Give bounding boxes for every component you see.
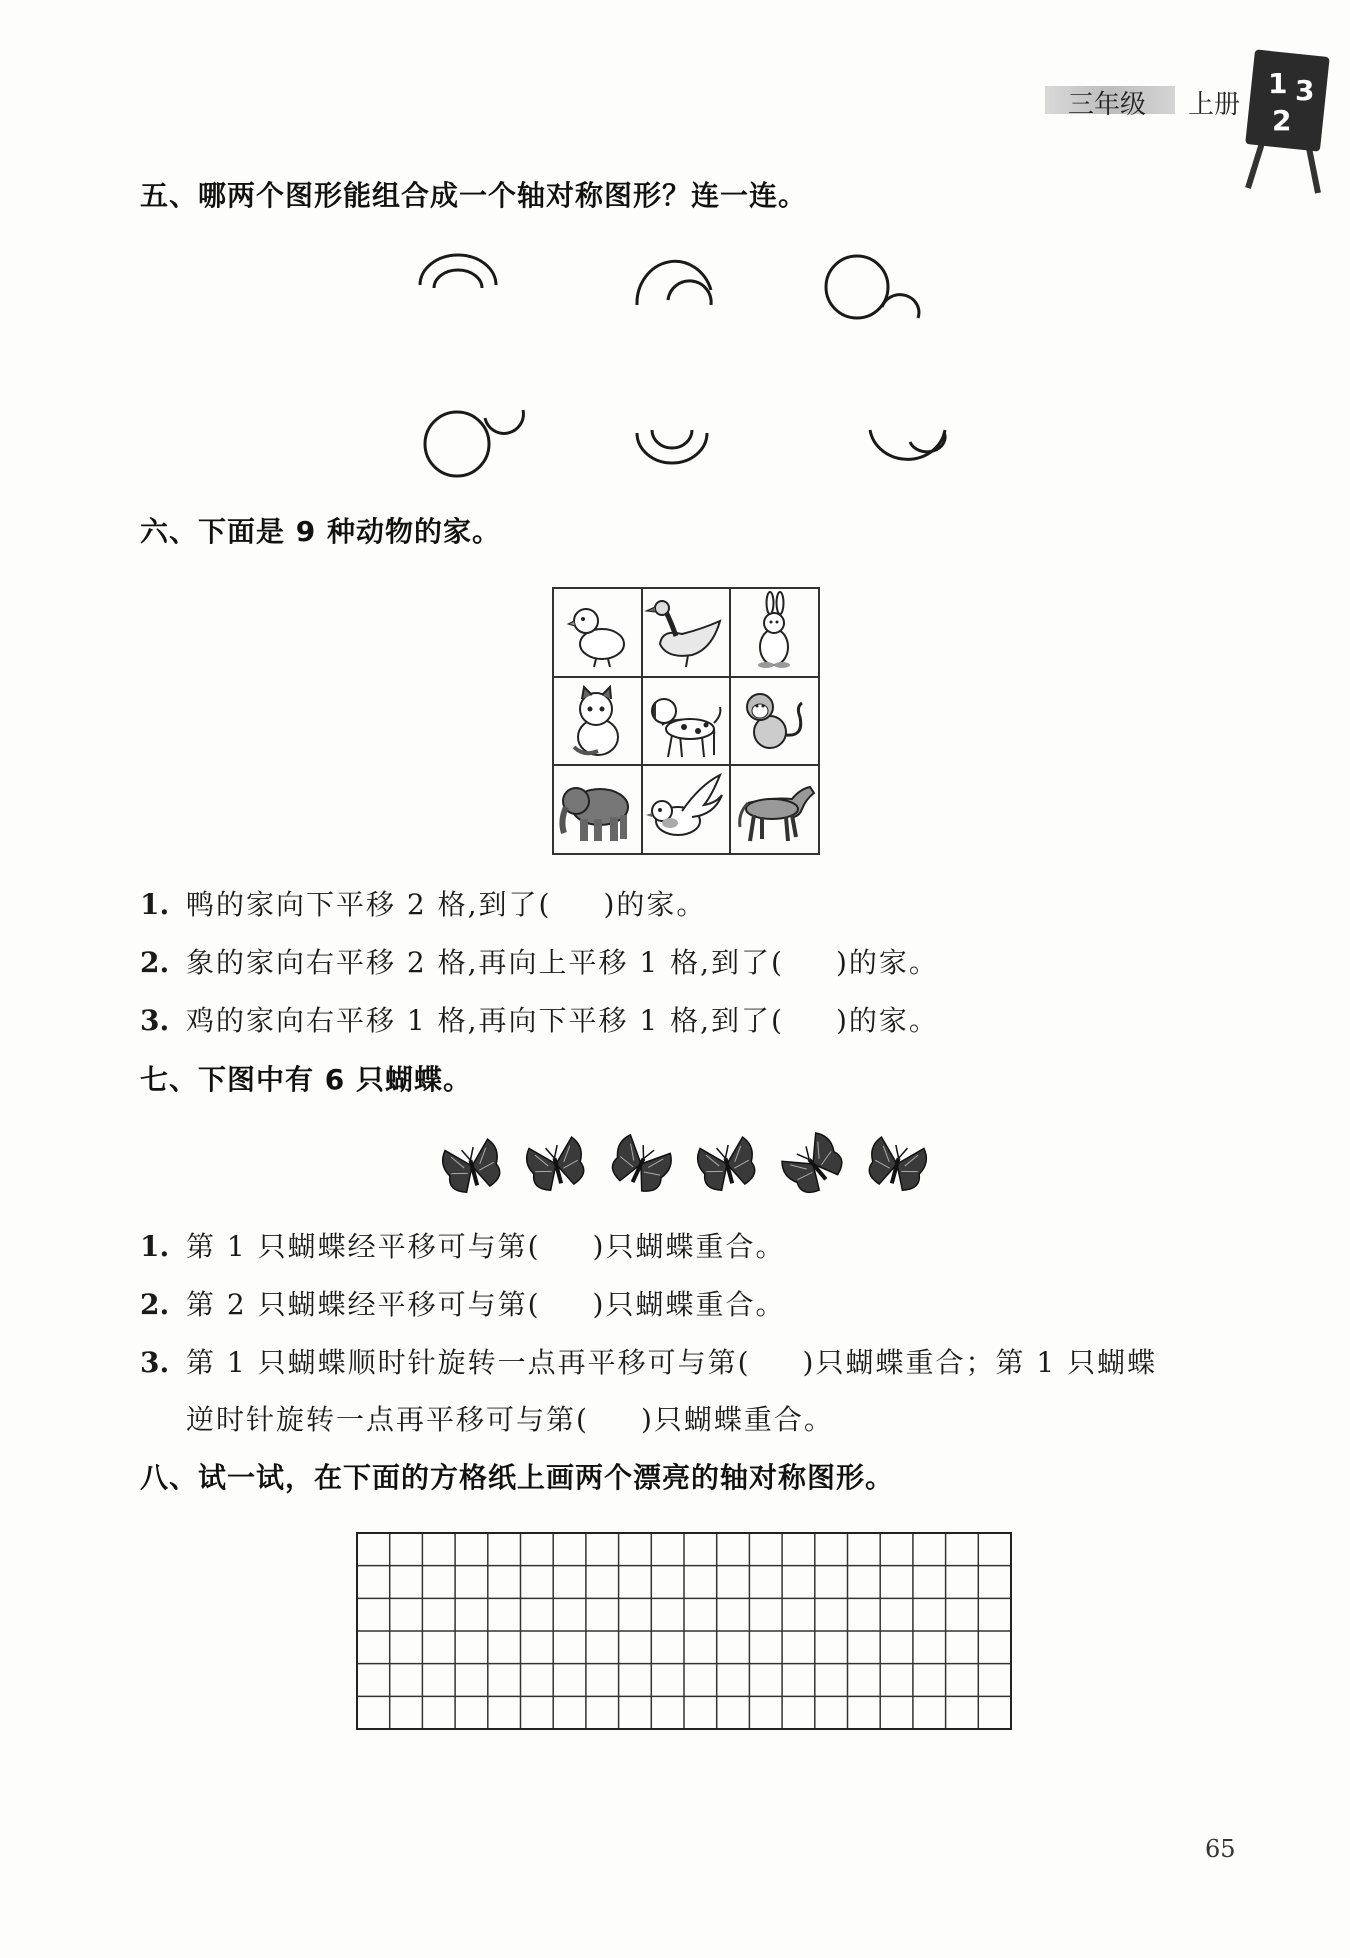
seven-question-3 bbox=[140, 1341, 1157, 1381]
seven-question-2 bbox=[140, 1283, 785, 1323]
question-number: 3. bbox=[140, 1004, 170, 1037]
section-six-title: 六、下面是 9 种动物的家。 bbox=[140, 515, 501, 548]
chick-icon[interactable] bbox=[554, 589, 642, 677]
shape-circle-small-cup[interactable] bbox=[425, 410, 523, 476]
question-text: 鸭的家向下平移 2 格,到了( bbox=[186, 888, 552, 921]
seven-question-1 bbox=[140, 1225, 785, 1265]
logo-digit-2: 2 bbox=[1272, 104, 1292, 137]
shape-double-arch[interactable] bbox=[420, 255, 496, 288]
question-text: 第 1 只蝴蝶顺时针旋转一点再平移可与第( bbox=[186, 1346, 751, 1379]
grade-label: 三年级 bbox=[1068, 90, 1147, 120]
rabbit-icon[interactable] bbox=[730, 589, 818, 677]
shape-double-cup[interactable] bbox=[637, 430, 707, 463]
shape-circle-small-arc[interactable] bbox=[826, 256, 919, 318]
six-question-3 bbox=[140, 999, 939, 1039]
page-number: 65 bbox=[1205, 1835, 1236, 1863]
question-text: 鸡的家向右平移 1 格,再向下平移 1 格,到了( bbox=[186, 1004, 784, 1037]
pigeon-icon[interactable] bbox=[642, 765, 730, 853]
question-text-end: )只蝴蝶重合。 bbox=[640, 1403, 834, 1436]
question-number: 1. bbox=[140, 888, 170, 921]
monkey-icon[interactable] bbox=[730, 677, 818, 765]
six-question-2 bbox=[140, 941, 939, 981]
question-text-end: )只蝴蝶重合。 bbox=[592, 1288, 786, 1321]
butterfly-1[interactable] bbox=[440, 1138, 505, 1197]
seven-question-3-line2 bbox=[186, 1398, 834, 1438]
term-label: 上册 bbox=[1188, 90, 1241, 120]
horse-icon[interactable] bbox=[730, 765, 818, 853]
question-text-end: )只蝴蝶重合；第 1 只蝴蝶 bbox=[802, 1346, 1158, 1379]
butterfly-5[interactable] bbox=[778, 1129, 850, 1200]
question-text-end: )只蝴蝶重合。 bbox=[592, 1230, 786, 1263]
question-text-end: )的家。 bbox=[835, 1004, 939, 1037]
animal-home-grid bbox=[552, 587, 820, 855]
butterfly-2[interactable] bbox=[524, 1136, 589, 1195]
butterfly-6[interactable] bbox=[864, 1136, 929, 1195]
cat-icon[interactable] bbox=[554, 677, 642, 765]
question-text-end: )的家。 bbox=[835, 946, 939, 979]
elephant-icon[interactable] bbox=[554, 765, 642, 853]
question-text: 象的家向右平移 2 格,再向上平移 1 格,到了( bbox=[186, 946, 784, 979]
section-eight-title: 八、试一试，在下面的方格纸上画两个漂亮的轴对称图形。 bbox=[140, 1461, 895, 1494]
logo-digit-1: 1 bbox=[1268, 67, 1288, 100]
question-text: 第 1 只蝴蝶经平移可与第( bbox=[186, 1230, 541, 1263]
shape-cup-pair[interactable] bbox=[870, 430, 945, 459]
butterfly-row bbox=[0, 1120, 1350, 1220]
question-number: 1. bbox=[140, 1230, 170, 1263]
shape-arch-pair[interactable] bbox=[637, 261, 711, 305]
butterfly-3[interactable] bbox=[606, 1132, 675, 1197]
question-text: 逆时针旋转一点再平移可与第( bbox=[186, 1403, 589, 1436]
section-seven-title: 七、下图中有 6 只蝴蝶。 bbox=[140, 1063, 472, 1096]
question-number: 2. bbox=[140, 1288, 170, 1321]
question-number: 2. bbox=[140, 946, 170, 979]
section-five-title: 五、哪两个图形能组合成一个轴对称图形？连一连。 bbox=[140, 179, 808, 212]
six-question-1 bbox=[140, 883, 706, 923]
question-text: 第 2 只蝴蝶经平移可与第( bbox=[186, 1288, 541, 1321]
square-grid-paper[interactable] bbox=[356, 1532, 1012, 1730]
duck-icon[interactable] bbox=[642, 589, 730, 677]
dog-icon[interactable] bbox=[642, 677, 730, 765]
question-number: 3. bbox=[140, 1346, 170, 1379]
question-text-end: )的家。 bbox=[603, 888, 707, 921]
symmetry-shapes bbox=[0, 0, 1350, 500]
butterfly-4[interactable] bbox=[695, 1136, 760, 1195]
logo-digit-3: 3 bbox=[1295, 74, 1315, 107]
